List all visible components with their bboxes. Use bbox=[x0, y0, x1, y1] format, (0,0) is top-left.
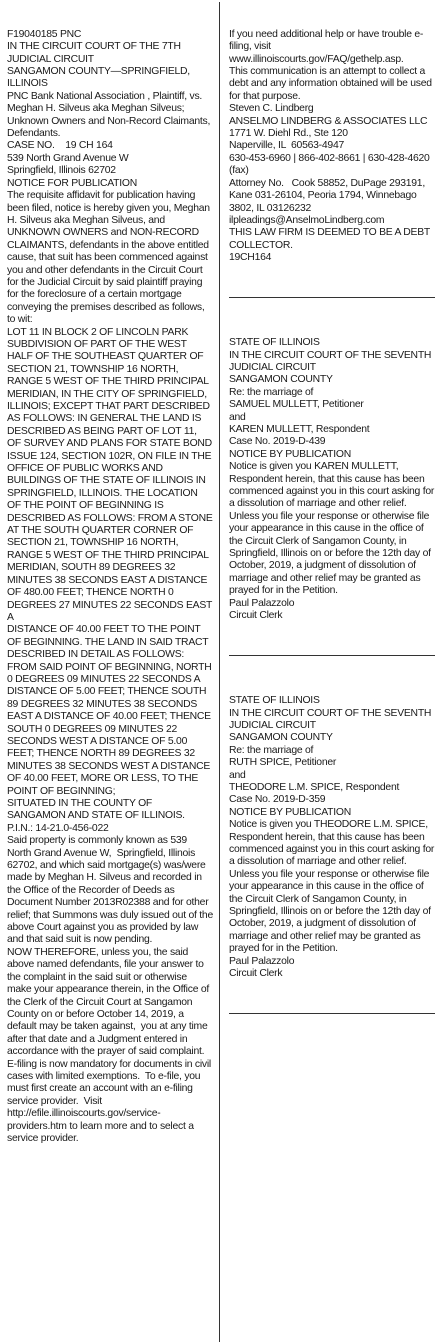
spice-dissolution-notice: STATE OF ILLINOIS IN THE CIRCUIT COURT OF THE SEVENTH JUDICIAL CIRCUIT SANGAMON COUNTY Re: the marriage of RUTH SPICE, Petitioner and THEODORE L.M. SPICE, Respondent Case No. 2019-D-359 NOTICE BY PUBLICATION Notice is given you THEODORE L.M. SPICE, Respondent herein, that this cause has been commenced against you in this court asking for a dissolution of marriage and other relief. Unless you file your response or otherwise file your appearance in this cause in the office of the Circuit Clerk of Sangamon County, in Springfield, Illinois on or before the 12th day of October, 2019, a judgment of dissolution of marriage and other relief may be granted as prayed for in the Petition. Paul Palazzolo Circuit Clerk bbox=[229, 695, 435, 980]
notice-separator bbox=[229, 655, 435, 656]
foreclosure-notice: F19040185 PNC IN THE CIRCUIT COURT OF THE 7TH JUDICIAL CIRCUIT SANGAMON COUNTY—SPRINGFIELD, ILLINOIS PNC Bank National Association , Plaintiff, vs. Meghan H. Silveus aka Meghan Silveus; Unknown Owners and Non-Record Claimants, Defendants. CASE NO. 19 CH 164 539 North Grand Avenue W Springfield, Illinois 62702 NOTICE FOR PUBLICATION The requisite affidavit for publication having been filed, notice is hereby given you, Meghan H. Silveus aka Meghan Silveus, and UNKNOWN OWNERS and NON-RECORD CLAIMANTS, defendants in the above entitled cause, that suit has been commenced against you and other defendants in the Circuit Court for the Judicial Circuit by said plaintiff praying for the foreclosure of a certain mortgage conveying the premises described as follows, to wit: LOT 11 IN BLOCK 2 OF LINCOLN PARK SUBDIVISION OF PART OF THE WEST HALF OF THE SOUTHEAST QUARTER OF SECTION 21, TOWNSHIP 16 NORTH, RANGE 5 WEST OF THE THIRD PRINCIPAL MERIDIAN, IN THE CITY OF SPRINGFIELD, ILLINOIS; EXCEPT THAT PART DESCRIBED AS FOLLOWS: IN GENERAL THE LAND IS DESCRIBED AS BEING PART OF LOT 11, OF SURVEY AND PLANS FOR STATE BOND ISSUE 124, SECTION 102R, ON FILE IN THE OFFICE OF PUBLIC WORKS AND BUILDINGS OF THE STATE OF ILLINOIS IN SPRINGFIELD, ILLINOIS. THE LOCATION OF THE POINT OF BEGINNING IS DESCRIBED AS FOLLOWS: FROM A STONE AT THE SOUTH QUARTER CORNER OF SECTION 21, TOWNSHIP 16 NORTH, RANGE 5 WEST OF THE THIRD PRINCIPAL MERIDIAN, SOUTH 89 DEGREES 32 MINUTES 38 SECONDS EAST A DISTANCE OF 480.00 FEET; THENCE NORTH 0 DEGREES 27 MINUTES 22 SECONDS EAST A DISTANCE OF 40.00 FEET TO THE POINT OF BEGINNING. THE LAND IN SAID TRACT DESCRIBED IN DETAIL AS FOLLOWS: FROM SAID POINT OF BEGINNING, NORTH 0 DEGREES 09 MINUTES 22 SECONDS A DISTANCE OF 5.00 FEET; THENCE SOUTH 89 DEGREES 32 MINUTES 38 SECONDS EAST A DISTANCE OF 40.00 FEET; THENCE SOUTH 0 DEGREES 09 MINUTES 22 SECONDS WEST A DISTANCE OF 5.00 FEET; THENCE NORTH 89 DEGREES 32 MINUTES 38 SECONDS WEST A DISTANCE OF 40.00 FEET, MORE OR LESS, TO THE POINT OF BEGINNING; SITUATED IN THE COUNTY OF SANGAMON AND STATE OF ILLINOIS. P.I.N.: 14-21.0-456-022 Said property is commonly known as 539 North Grand Avenue W, Springfield, Illinois 62702, and which said mortgage(s) was/were made by Meghan H. Silveus and recorded in the Office of the Recorder of Deeds as Document Number 2013R02388 and for other relief; that Summons was duly issued out of the above Court against you as provided by law and that said suit is now pending. NOW THEREFORE, unless you, the said above named defendants, file your answer to the complaint in the said suit or otherwise make your appearance therein, in the Office of the Clerk of the Circuit Court at Sangamon County on or before October 14, 2019, a default may be taken against, you at any time after that date and a Judgment entered in accordance with the prayer of said complaint. E-filing is now mandatory for documents in civil cases with limited exemptions. To e-file, you must first create an account with an e-filing service provider. Visit http://efile.illinoiscourts.gov/service-providers.htm to learn more and to select a service provider. bbox=[7, 28, 213, 1144]
left-column bbox=[7, 4, 213, 1158]
mullett-dissolution-notice: STATE OF ILLINOIS IN THE CIRCUIT COURT OF THE SEVENTH JUDICIAL CIRCUIT SANGAMON COUNTY Re: the marriage of SAMUEL MULLETT, Petitioner and KAREN MULLETT, Respondent Case No. 2019-D-439 NOTICE BY PUBLICATION Notice is given you KAREN MULLETT, Respondent herein, that this cause has been commenced against you in this court asking for a dissolution of marriage and other relief. Unless you file your response or otherwise file your appearance in this cause in the office of the Circuit Clerk of Sangamon County, in Springfield, Illinois on or before the 12th day of October, 2019, a judgment of dissolution of marriage and other relief may be granted as prayed for in the Petition. Paul Palazzolo Circuit Clerk bbox=[229, 337, 435, 622]
notice-separator bbox=[229, 297, 435, 298]
notice-separator bbox=[229, 1013, 435, 1014]
column-divider bbox=[219, 2, 220, 1342]
right-column bbox=[229, 4, 435, 1041]
foreclosure-notice-continued: If you need additional help or have trouble e-filing, visit www.illinoiscourts.gov/FAQ/gethelp.asp. This communication is an attempt to collect a debt and any information obtained will be used for that purpose. Steven C. Lindberg ANSELMO LINDBERG & ASSOCIATES LLC 1771 W. Diehl Rd., Ste 120 Naperville, IL 60563-4947 630-453-6960 | 866-402-8661 | 630-428-4620 (fax) Attorney No. Cook 58852, DuPage 293191, Kane 031-26104, Peoria 1794, Winnebago 3802, IL 03126232 ilpleadings@AnselmoLindberg.com THIS LAW FIRM IS DEEMED TO BE A DEBT COLLECTOR. 19CH164 bbox=[229, 28, 432, 264]
